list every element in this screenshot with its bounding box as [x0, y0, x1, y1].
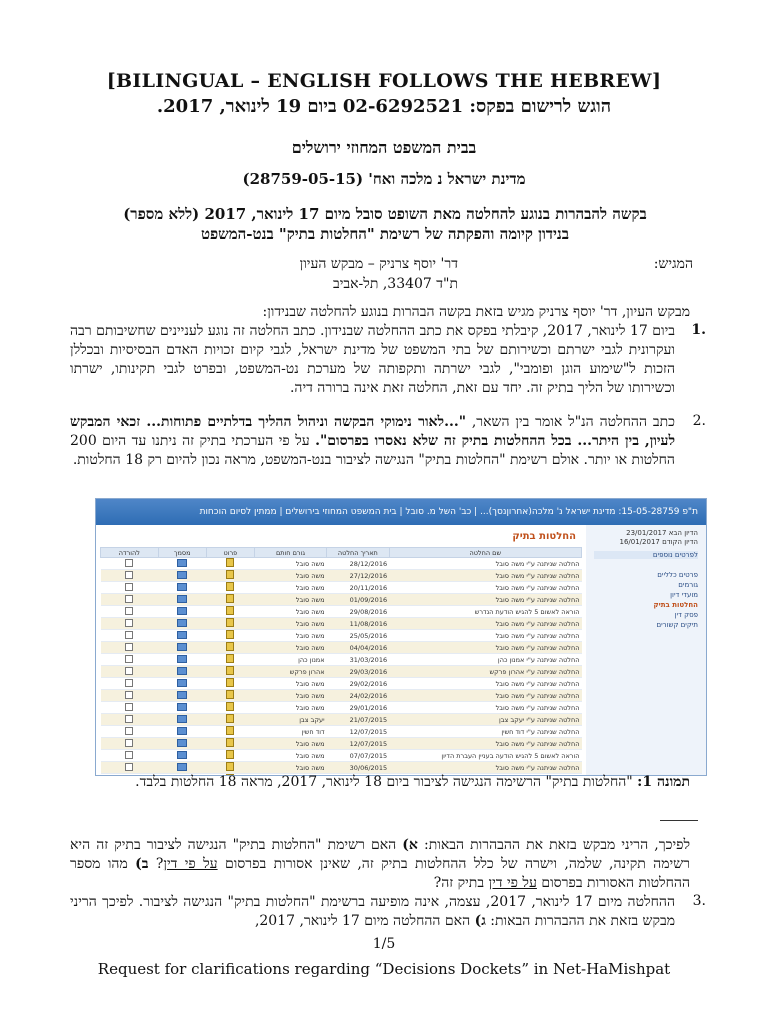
details-icon[interactable] — [226, 630, 234, 639]
row-cell — [206, 642, 254, 654]
document-icon[interactable] — [177, 571, 187, 579]
row-cell — [158, 762, 206, 774]
intro-text: מבקש העיון, דר' יוסף צרניק מגיש בזאת בקשה הבהרות בנוגע להחלטה שבנידון: — [262, 304, 690, 320]
screenshot-main — [96, 525, 586, 775]
row-decision-date: 27/12/2016 — [327, 570, 390, 582]
row-cell — [101, 678, 159, 690]
row-cell — [158, 606, 206, 618]
details-icon[interactable] — [226, 558, 234, 567]
row-cell — [101, 594, 159, 606]
row-signer: משה סובל — [254, 750, 326, 762]
row-signer: משה סובל — [254, 690, 326, 702]
details-icon[interactable] — [226, 690, 234, 699]
sidebar-item-verdict[interactable]: פסק דין — [674, 611, 698, 619]
document-icon[interactable] — [177, 763, 187, 771]
row-signer: משה סובל — [254, 630, 326, 642]
download-checkbox[interactable] — [125, 559, 133, 567]
closing-underline-a: על פי דין — [163, 856, 218, 872]
row-cell — [158, 630, 206, 642]
row-decision-name: החלטה שניתנה ע"י משה סובל — [389, 582, 581, 594]
row-signer: משה סובל — [254, 618, 326, 630]
paragraph-1-number: 1. — [691, 322, 706, 338]
table-row[interactable] — [101, 762, 582, 774]
col-signer: גורם חותם — [254, 548, 326, 558]
decisions-table — [100, 547, 582, 776]
download-checkbox[interactable] — [125, 679, 133, 687]
submitter-label: המגיש: — [653, 256, 693, 272]
row-cell — [206, 714, 254, 726]
row-signer: משה סובל — [254, 738, 326, 750]
row-cell — [101, 714, 159, 726]
row-cell — [101, 582, 159, 594]
row-decision-date: 21/07/2015 — [327, 714, 390, 726]
download-checkbox[interactable] — [125, 595, 133, 603]
row-cell — [101, 558, 159, 570]
document-icon[interactable] — [177, 583, 187, 591]
row-decision-date: 01/09/2016 — [327, 594, 390, 606]
details-icon[interactable] — [226, 678, 234, 687]
row-cell — [101, 690, 159, 702]
download-checkbox[interactable] — [125, 691, 133, 699]
table-row[interactable] — [101, 618, 582, 630]
row-decision-name: החלטה שניתנה ע"י דוד חשין — [389, 726, 581, 738]
screenshot-topbar — [96, 499, 706, 525]
row-cell — [101, 750, 159, 762]
row-cell — [101, 666, 159, 678]
row-signer: משה סובל — [254, 582, 326, 594]
row-cell — [158, 594, 206, 606]
details-icon[interactable] — [226, 642, 234, 651]
row-decision-name: החלטה שניתנה ע"י משה סובל — [389, 630, 581, 642]
document-icon[interactable] — [177, 655, 187, 663]
table-row[interactable] — [101, 642, 582, 654]
document-icon[interactable] — [177, 631, 187, 639]
row-signer: אהרון פרקש — [254, 666, 326, 678]
row-decision-name: החלטה שניתנה ע"י משה סובל — [389, 594, 581, 606]
bilingual-note: [BILINGUAL – ENGLISH FOLLOWS THE HEBREW] — [106, 70, 662, 92]
row-cell — [101, 654, 159, 666]
row-cell — [158, 690, 206, 702]
next-hearing: הדיון הבא 23/01/2017 — [626, 529, 698, 537]
row-cell — [206, 702, 254, 714]
table-row[interactable] — [101, 606, 582, 618]
row-decision-name: החלטה שניתנה ע"י משה סובל — [389, 678, 581, 690]
download-checkbox[interactable] — [125, 763, 133, 771]
row-decision-name: החלטה שניתנה ע"י משה סובל — [389, 642, 581, 654]
closing-text-a3: ? — [148, 856, 164, 872]
row-decision-date: 12/07/2015 — [327, 738, 390, 750]
download-checkbox[interactable] — [125, 607, 133, 615]
closing-label-a: א) — [402, 837, 418, 853]
sidebar-item-general[interactable]: פרטים כלליים — [657, 571, 698, 579]
row-decision-date: 29/03/2016 — [327, 666, 390, 678]
table-row[interactable] — [101, 594, 582, 606]
court-name: בבית המשפט המחוזי ירושלים — [291, 138, 477, 157]
row-cell — [158, 678, 206, 690]
details-icon[interactable] — [226, 762, 234, 771]
paragraph-3-number: 3. — [692, 893, 706, 909]
request-title-line2: בנידון קיומה והפקתה של רשימת "החלטות בתיק" בנט-המשפט — [200, 225, 570, 243]
screenshot-sidebar — [585, 525, 706, 775]
row-cell — [206, 594, 254, 606]
row-cell — [206, 750, 254, 762]
row-decision-name: הוראה לאשום 5 להגיש הודעה בעניין העברת הדיון — [389, 750, 581, 762]
row-signer: משה סובל — [254, 570, 326, 582]
row-decision-date: 25/05/2016 — [327, 630, 390, 642]
row-cell — [158, 582, 206, 594]
previous-hearing: הדיון הקודם 16/01/2017 — [619, 538, 698, 546]
paragraph-3-text-b: האם ההחלטה מיום 17 לינואר, 2017, — [254, 913, 475, 929]
paragraph-2-text-a: כתב ההחלטה הנ"ל אומר בין השאר, — [465, 414, 675, 430]
row-cell — [101, 702, 159, 714]
row-decision-date: 20/11/2016 — [327, 582, 390, 594]
paragraph-3-text: ההחלטה מיום 17 לינואר, 2017, עצמה, אינה מופיעה ברשימת "החלטות בתיק" הנגישה לציבור. לפיכך הריני מבקש בזאת את ההבהרות הבאות: — [70, 894, 675, 929]
row-signer: משה סובל — [254, 702, 326, 714]
details-icon[interactable] — [226, 582, 234, 591]
download-checkbox[interactable] — [125, 619, 133, 627]
row-signer: משה סובל — [254, 762, 326, 774]
row-cell — [206, 618, 254, 630]
details-icon[interactable] — [226, 618, 234, 627]
paragraph-2-quote: "...לאור נימוקי הבקשה וניהול ההליך בדלתיים פתוחות... זכאי המבקש לעיון, בין היתר... בכל ההחלטות בתיק זה שלא נאסרו בפרסום". — [70, 414, 675, 449]
row-cell — [158, 666, 206, 678]
download-checkbox[interactable] — [125, 727, 133, 735]
document-icon[interactable] — [177, 715, 187, 723]
row-cell — [101, 630, 159, 642]
paragraph-2 — [70, 413, 675, 470]
row-signer: יעקב צבן — [254, 714, 326, 726]
col-details: פרוט — [206, 548, 254, 558]
row-decision-name: החלטה שניתנה ע"י יעקב צבן — [389, 714, 581, 726]
row-decision-date: 04/04/2016 — [327, 642, 390, 654]
row-cell — [158, 570, 206, 582]
col-decision-name: שם החלטה — [389, 548, 581, 558]
row-cell — [158, 738, 206, 750]
row-cell — [101, 618, 159, 630]
row-cell — [206, 558, 254, 570]
row-decision-date: 11/08/2016 — [327, 618, 390, 630]
download-checkbox[interactable] — [125, 643, 133, 651]
details-icon[interactable] — [226, 666, 234, 675]
document-icon[interactable] — [177, 703, 187, 711]
figure-caption — [70, 773, 690, 792]
row-decision-date: 07/07/2015 — [327, 750, 390, 762]
screenshot-topbar-text: ת"פ 15-05-28759: מדינת ישראל נ' מלכה(אחרוןנסך)... | כב' השל מ. סובל | בית המשפט המחוזי בירושלים | ממתין לסיום הוכחות — [199, 507, 698, 517]
row-cell — [206, 570, 254, 582]
row-cell — [101, 642, 159, 654]
sidebar-item-decisions[interactable]: החלטות בתיק — [653, 601, 698, 609]
row-cell — [158, 654, 206, 666]
row-cell — [158, 558, 206, 570]
row-signer: משה סובל — [254, 606, 326, 618]
closing-text-b: מהו מספר ההחלטות האסורות בפרסום — [70, 856, 690, 891]
paragraph-2-number: 2. — [692, 413, 706, 429]
sidebar-item-related[interactable]: תיקים קשורים — [656, 621, 698, 629]
details-icon[interactable] — [226, 750, 234, 759]
row-decision-name: החלטה שניתנה ע"י משה סובל — [389, 570, 581, 582]
row-decision-date: 24/02/2016 — [327, 690, 390, 702]
document-icon[interactable] — [177, 595, 187, 603]
document-icon[interactable] — [177, 751, 187, 759]
row-decision-date: 29/01/2016 — [327, 702, 390, 714]
row-cell — [101, 726, 159, 738]
download-checkbox[interactable] — [125, 655, 133, 663]
row-cell — [206, 678, 254, 690]
row-cell — [101, 570, 159, 582]
details-icon[interactable] — [226, 714, 234, 723]
submitter-address: ת"ד 33407, תל-אביב — [332, 276, 458, 292]
row-cell — [206, 762, 254, 774]
sidebar-item-hearings[interactable]: מועדי דיון — [670, 591, 698, 599]
download-checkbox[interactable] — [125, 631, 133, 639]
row-decision-name: החלטה שניתנה ע"י משה סובל — [389, 690, 581, 702]
table-row[interactable] — [101, 558, 582, 570]
table-row[interactable] — [101, 738, 582, 750]
row-decision-name: החלטה שניתנה ע"י משה סובל — [389, 702, 581, 714]
table-row[interactable] — [101, 570, 582, 582]
page-number: 1/5 — [372, 936, 396, 952]
sidebar-item-parties[interactable]: גורמים — [678, 581, 698, 589]
row-decision-name: החלטה שניתנה ע"י משה סובל — [389, 618, 581, 630]
details-icon[interactable] — [226, 570, 234, 579]
table-row[interactable] — [101, 654, 582, 666]
row-cell — [158, 642, 206, 654]
row-cell — [206, 606, 254, 618]
details-icon[interactable] — [226, 606, 234, 615]
row-signer: משה סובל — [254, 642, 326, 654]
paragraph-3-label: ג) — [474, 913, 486, 929]
download-checkbox[interactable] — [125, 739, 133, 747]
row-cell — [206, 690, 254, 702]
row-cell — [101, 762, 159, 774]
col-download: להורדה — [101, 548, 159, 558]
download-checkbox[interactable] — [125, 667, 133, 675]
decisions-header-row — [101, 548, 582, 558]
details-icon[interactable] — [226, 702, 234, 711]
download-checkbox[interactable] — [125, 571, 133, 579]
row-cell — [206, 654, 254, 666]
row-cell — [101, 606, 159, 618]
table-row[interactable] — [101, 582, 582, 594]
request-title-line1: בקשה להבהרות בנוגע להחלטה מאת השופט סובל מיום 17 לינואר, 2017 (ללא מספר) — [123, 205, 647, 223]
row-decision-date: 29/02/2016 — [327, 678, 390, 690]
caption-divider — [660, 820, 698, 821]
row-cell — [206, 582, 254, 594]
paragraph-1-text: ביום 17 לינואר, 2017, קיבלתי בפקס את כתב ההחלטה שבנידון. כתב החלטה זה נוגע לעניינים שחשיבותם רבה ועקרונית לגבי ישרתם וכשירותם של בתי המשפט של מדינת ישראל, לגבי קיום זכויות האדם הבסיסיות ובכללן הזכות ל"שימוע הוגן ופומבי", לגבי ישרתה ותקפותה של מערכת נט-המשפט, ובפרט לגבי תקינותו, ישרתו וכשירותו של הליך בתיק זה. יחד עם זאת, החלטה זאת אינה ברורה דיה. — [70, 323, 676, 396]
paragraph-2-text-b: על פי הערכתי בתיק זה ניתנו עד היום 200 החלטות או יותר. אולם רשימת "החלטות בתיק" הנגישה לציבור בנט-המשפט, מראה נכון להיום רק 18 החלטות. — [70, 433, 675, 468]
details-icon[interactable] — [226, 738, 234, 747]
closing-label-b: ב) — [135, 856, 149, 872]
row-cell — [206, 726, 254, 738]
fax-line: הוגש לרישום בפקס: 02-6292521 ביום 19 לינואר, 2017. — [156, 96, 612, 117]
download-checkbox[interactable] — [125, 715, 133, 723]
row-decision-date: 29/08/2016 — [327, 606, 390, 618]
document-icon[interactable] — [177, 559, 187, 567]
row-signer: אמנון כהן — [254, 654, 326, 666]
document-icon[interactable] — [177, 679, 187, 687]
decisions-screenshot — [95, 498, 707, 776]
closing-text-b2: בתיק זה? — [433, 875, 489, 891]
document-icon[interactable] — [177, 727, 187, 735]
row-cell — [158, 726, 206, 738]
table-row[interactable] — [101, 666, 582, 678]
more-details-link[interactable]: לפרטים נוספים — [594, 551, 698, 559]
row-signer: משה סובל — [254, 678, 326, 690]
row-decision-name: החלטה שניתנה ע"י משה סובל — [389, 762, 581, 774]
row-cell — [158, 714, 206, 726]
paragraph-1 — [70, 322, 675, 398]
row-decision-name: הוראה לאשום 5 להגיש הודעת הנדרש — [389, 606, 581, 618]
row-cell — [158, 702, 206, 714]
table-row[interactable] — [101, 630, 582, 642]
row-decision-date: 31/03/2016 — [327, 654, 390, 666]
row-signer: משה סובל — [254, 594, 326, 606]
download-checkbox[interactable] — [125, 703, 133, 711]
document-icon[interactable] — [177, 607, 187, 615]
row-signer: דוד חשין — [254, 726, 326, 738]
document-icon[interactable] — [177, 643, 187, 651]
case-title: מדינת ישראל נ מלכה ואח' (28759-05-15) — [242, 170, 526, 188]
footer-title: Request for clarifications regarding “Decisions Dockets” in Net-HaMishpat — [97, 960, 671, 978]
row-cell — [101, 738, 159, 750]
row-decision-date: 30/06/2015 — [327, 762, 390, 774]
row-cell — [158, 618, 206, 630]
table-row[interactable] — [101, 714, 582, 726]
row-cell — [206, 738, 254, 750]
details-icon[interactable] — [226, 594, 234, 603]
submitter-name: דר' יוסף צרניק – מבקש העיון — [299, 256, 458, 272]
caption-text: "החלטות בתיק" הרשימה הנגישה לציבור ביום 18 לינואר, 2017, מראה 18 החלטות בלבד. — [135, 774, 638, 790]
decisions-title: החלטות בתיק — [512, 531, 576, 542]
table-row[interactable] — [101, 690, 582, 702]
table-row[interactable] — [101, 726, 582, 738]
request-title — [40, 204, 730, 244]
row-cell — [158, 750, 206, 762]
document-icon[interactable] — [177, 691, 187, 699]
document-icon[interactable] — [177, 667, 187, 675]
closing-text-a1: לפיכך, הריני מבקש בזאת את ההבהרות הבאות: — [417, 837, 691, 853]
decisions-table-body — [101, 558, 582, 777]
row-decision-date: 28/12/2016 — [327, 558, 390, 570]
download-checkbox[interactable] — [125, 751, 133, 759]
caption-label: תמונה 1: — [637, 774, 690, 790]
details-icon[interactable] — [226, 726, 234, 735]
row-decision-name: החלטה שניתנה ע"י אמנון כהן — [389, 654, 581, 666]
download-checkbox[interactable] — [125, 583, 133, 591]
closing-text-a2: האם רשימת "החלטות בתיק" הנגישה לציבור בתיק זה היא רשימה תקינה, שלמה, וישרה של כלל ההחלטות בתיק זה, שאינן אסורות בפרסום — [70, 837, 690, 872]
row-decision-name: החלטה שניתנה ע"י אהרון פרקש — [389, 666, 581, 678]
row-cell — [206, 666, 254, 678]
row-decision-name: החלטה שניתנה ע"י משה סובל — [389, 738, 581, 750]
closing-paragraph — [70, 836, 690, 893]
row-decision-name: החלטה שניתנה ע"י משה סובל — [389, 558, 581, 570]
document-icon[interactable] — [177, 739, 187, 747]
col-decision-date: תאריך החלטה — [327, 548, 390, 558]
document-icon[interactable] — [177, 619, 187, 627]
table-row[interactable] — [101, 750, 582, 762]
paragraph-3 — [70, 893, 675, 931]
table-row[interactable] — [101, 678, 582, 690]
row-decision-date: 12/07/2015 — [327, 726, 390, 738]
closing-underline-b: על פי דין — [488, 875, 537, 891]
row-signer: משה סובל — [254, 558, 326, 570]
details-icon[interactable] — [226, 654, 234, 663]
col-document: מסמך — [158, 548, 206, 558]
row-cell — [206, 630, 254, 642]
table-row[interactable] — [101, 702, 582, 714]
